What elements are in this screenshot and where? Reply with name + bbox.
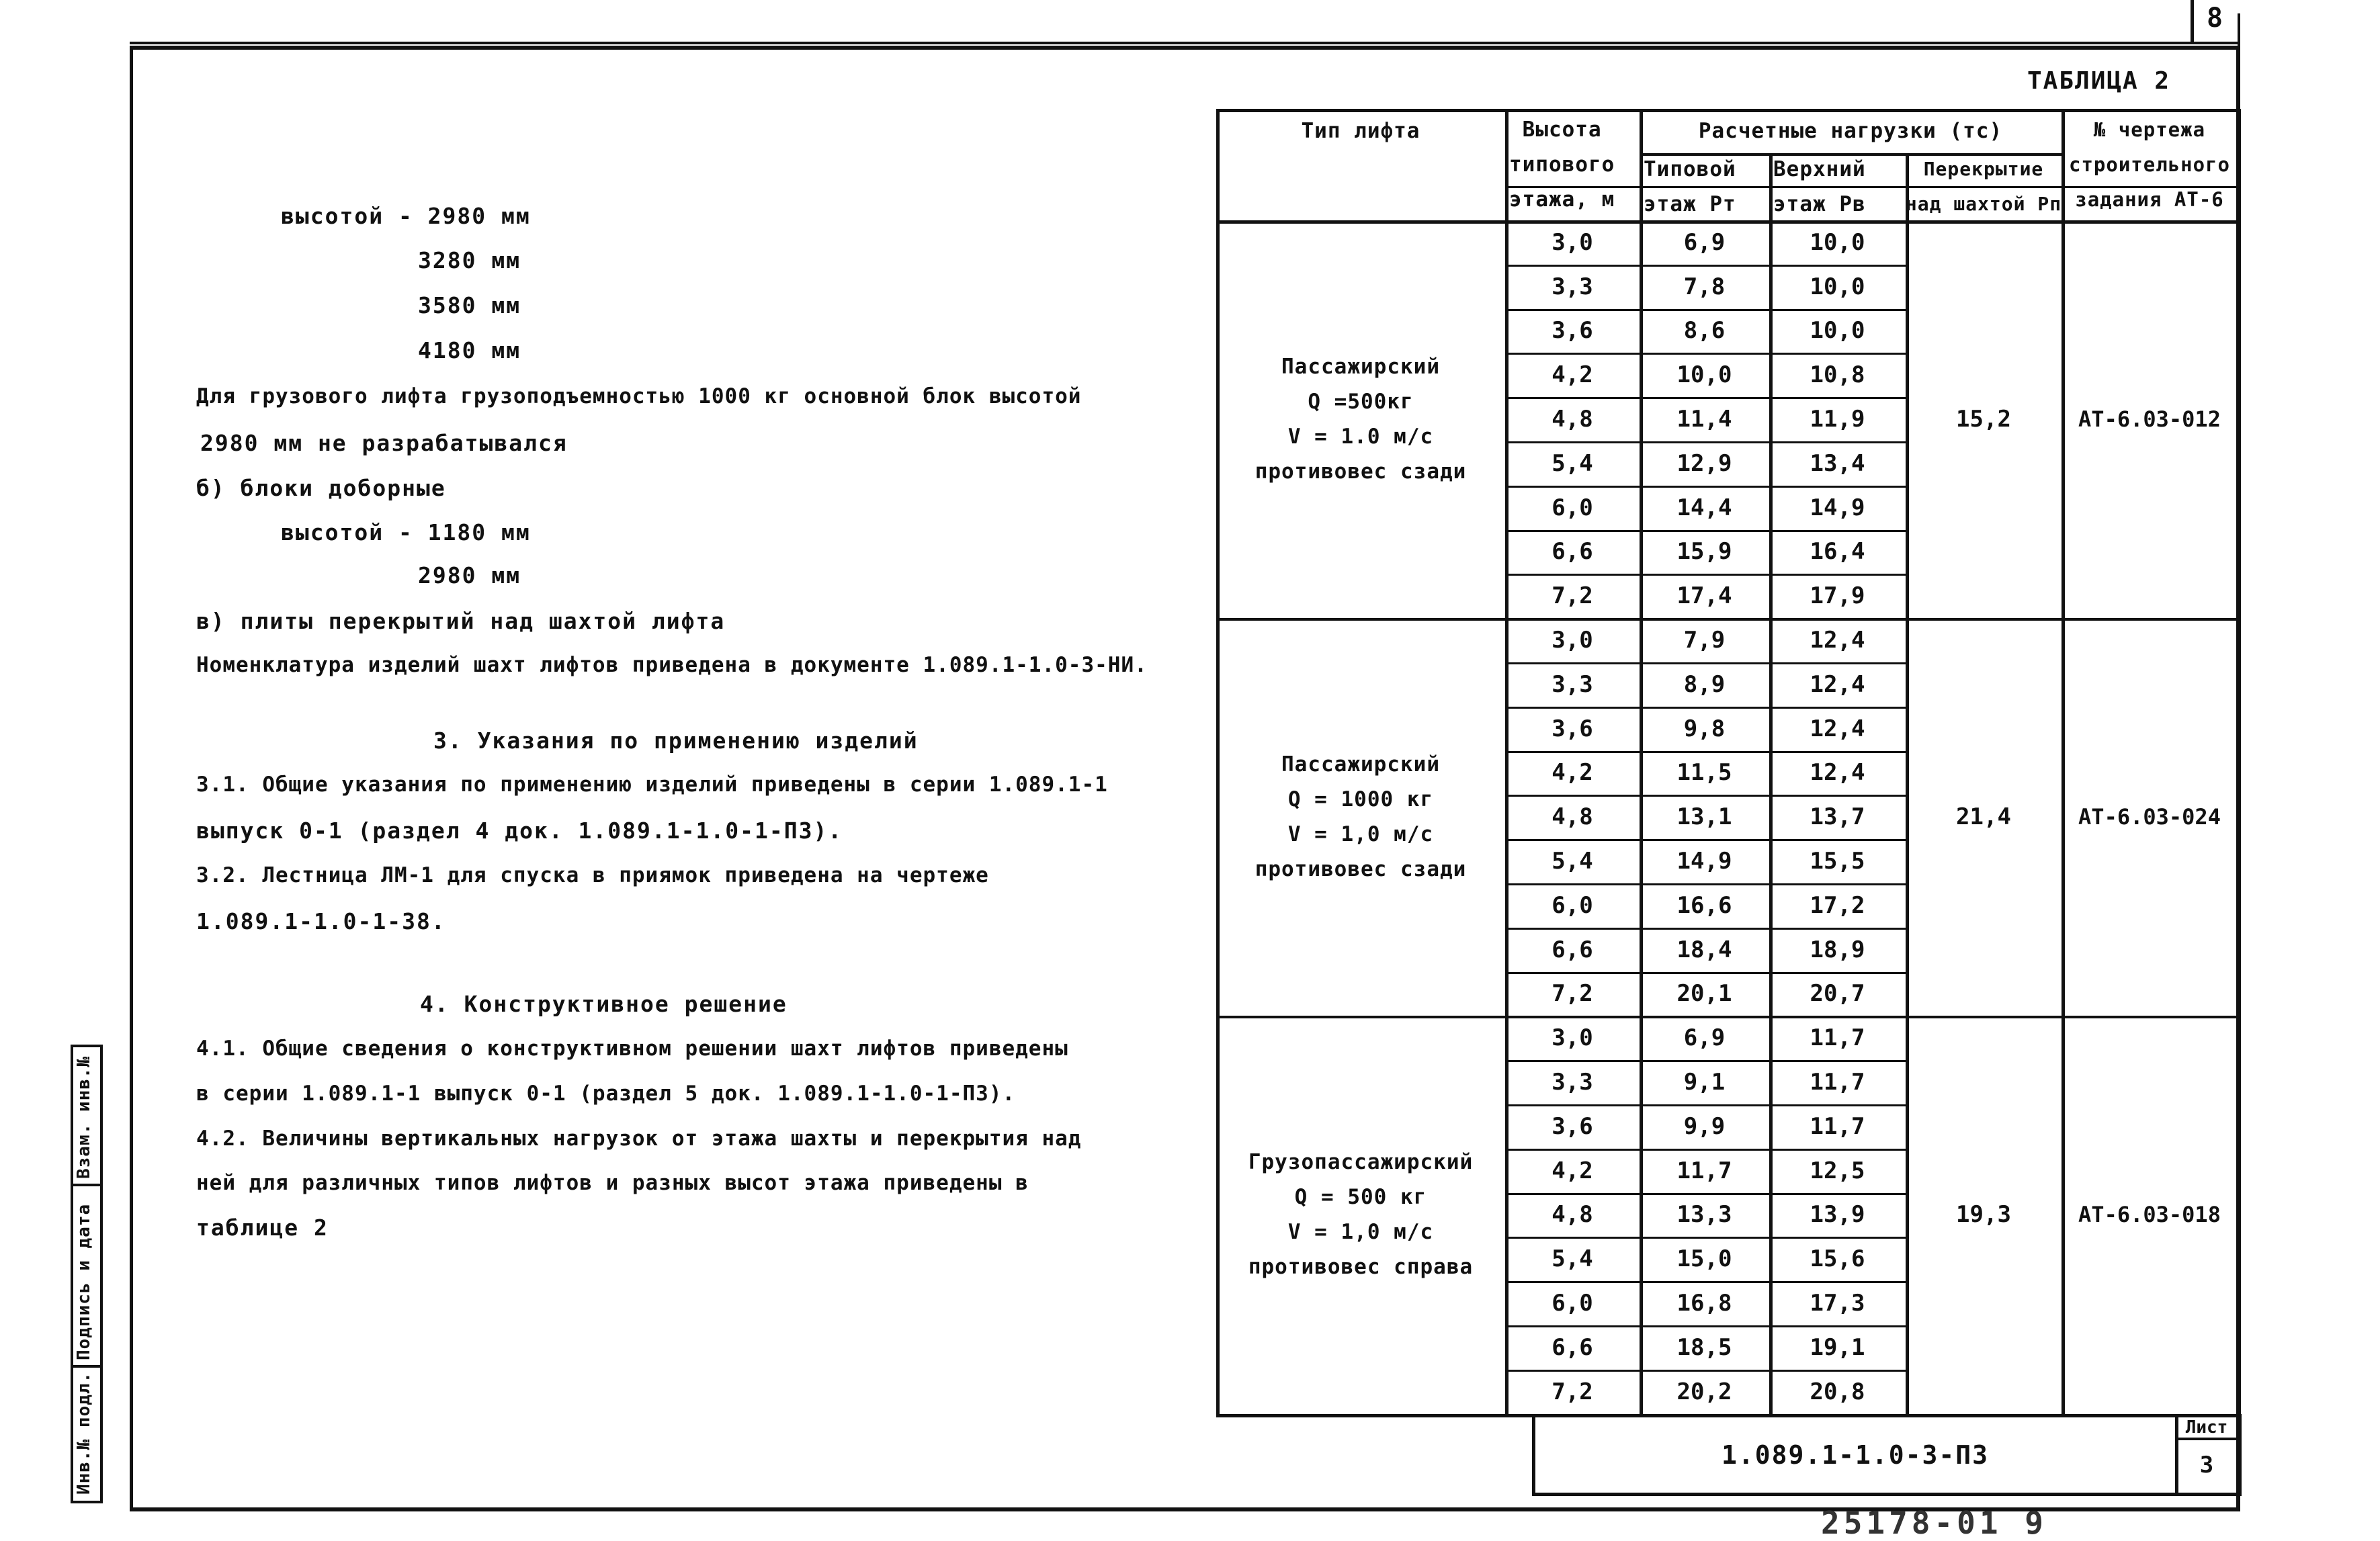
header-drawing: № чертежа строительного задания АТ-6	[2069, 118, 2230, 211]
table-cell: 14,4	[1676, 494, 1732, 521]
table-cell: 7,9	[1683, 627, 1726, 654]
table-cell: 7,8	[1683, 273, 1726, 300]
table-cell: 15,6	[1810, 1245, 1865, 1273]
nomenclature: Номенклатура изделий шахт лифтов приведена в документе 1.089.1-1.0-3-НИ.	[196, 653, 1148, 677]
table-title: ТАБЛИЦА 2	[2027, 67, 2171, 95]
table-cell: 8,9	[1683, 670, 1726, 698]
table-cell: 15,9	[1676, 538, 1732, 566]
table-cell: 7,2	[1552, 582, 1593, 610]
height-line-1: высотой - 2980 мм	[281, 203, 531, 229]
table-cell: 3,0	[1552, 228, 1593, 256]
group-drawing-3: АТ-6.03-018	[2078, 1202, 2221, 1228]
header-overlap: Перекрытие над шахтой Рп	[1905, 158, 2062, 215]
header-height: Высота типового этажа, м	[1509, 118, 1615, 212]
height-line-4: 4180 мм	[418, 337, 521, 363]
table-cell: 12,4	[1810, 670, 1865, 698]
table-cell: 20,1	[1676, 980, 1732, 1008]
table-cell: 17,4	[1676, 582, 1732, 610]
table-cell: 15,5	[1810, 848, 1865, 875]
stamp-code: 1.089.1-1.0-3-ПЗ	[1721, 1440, 1990, 1470]
table-cell: 4,8	[1552, 803, 1593, 831]
table-cell: 12,4	[1810, 715, 1865, 742]
table-cell: 13,9	[1810, 1201, 1865, 1229]
table-cell: 13,1	[1676, 803, 1732, 831]
s4-1-line-2: в серии 1.089.1-1 выпуск 0-1 (раздел 5 док. 1.089.1-1.0-1-ПЗ).	[196, 1082, 1016, 1106]
table-cell: 20,2	[1676, 1378, 1732, 1405]
cargo-line-1: Для грузового лифта грузоподъемностью 1000 кг основной блок высотой	[196, 384, 1082, 408]
stamp-sheet-number: 3	[2199, 1452, 2214, 1479]
top-extra-line	[130, 42, 2240, 44]
group-drawing-1: АТ-6.03-012	[2078, 406, 2221, 433]
table-cell: 11,7	[1810, 1112, 1865, 1140]
table-cell: 11,7	[1810, 1069, 1865, 1096]
table-cell: 8,6	[1683, 317, 1726, 345]
table-cell: 12,9	[1676, 449, 1732, 477]
section-4-title: 4. Конструктивное решение	[420, 991, 788, 1017]
header-loads: Расчетные нагрузки (тс)	[1698, 119, 2003, 143]
group-type-1: Пассажирский Q =500кг V = 1.0 м/с противовес сзади	[1255, 355, 1467, 484]
table-cell: 6,6	[1552, 936, 1593, 963]
corner-mark-divider	[2191, 0, 2194, 43]
table-cell: 6,0	[1552, 891, 1593, 919]
table-cell: 7,2	[1552, 980, 1593, 1008]
table-cell: 12,4	[1810, 759, 1865, 787]
s3-1-line-1: 3.1. Общие указания по применению изделий приведены в серии 1.089.1-1	[196, 773, 1108, 797]
side-label-inv: Инв.№ подл.	[74, 1371, 94, 1495]
table-cell: 12,4	[1810, 627, 1865, 654]
table-cell: 3,0	[1552, 627, 1593, 654]
bottom-number: 25178-01 9	[1821, 1505, 2047, 1541]
table-cell: 16,6	[1676, 891, 1732, 919]
group-type-2: Пассажирский Q = 1000 кг V = 1,0 м/с противовес сзади	[1255, 752, 1467, 882]
section-3-title: 3. Указания по применению изделий	[433, 728, 919, 754]
table-cell: 5,4	[1552, 449, 1593, 477]
table-cell: 4,8	[1552, 1201, 1593, 1229]
table-cell: 4,2	[1552, 759, 1593, 787]
table-cell: 4,2	[1552, 361, 1593, 389]
table-cell: 6,9	[1683, 228, 1726, 256]
table-cell: 20,7	[1810, 980, 1865, 1008]
table-cell: 11,9	[1810, 406, 1865, 433]
table-cell: 11,7	[1676, 1157, 1732, 1184]
table-cell: 7,2	[1552, 1378, 1593, 1405]
table-cell: 18,5	[1676, 1333, 1732, 1361]
height-line-2: 3280 мм	[418, 247, 521, 273]
table-cell: 6,0	[1552, 494, 1593, 521]
table-cell: 4,2	[1552, 1157, 1593, 1184]
table-cell: 3,6	[1552, 715, 1593, 742]
table-cell: 14,9	[1676, 848, 1732, 875]
table-cell: 10,0	[1810, 317, 1865, 345]
table-cell: 5,4	[1552, 1245, 1593, 1273]
s4-1-line-1: 4.1. Общие сведения о конструктивном решении шахт лифтов приведены	[196, 1037, 1068, 1061]
group-overlap-1: 15,2	[1956, 406, 2011, 433]
height-line-3: 3580 мм	[418, 292, 521, 318]
table-cell: 6,9	[1683, 1024, 1726, 1052]
table-cell: 3,3	[1552, 1069, 1593, 1096]
table-cell: 6,0	[1552, 1290, 1593, 1317]
blocks-b-height-2: 2980 мм	[418, 562, 521, 588]
header-upper: Верхний этаж Рв	[1773, 157, 1866, 216]
table-cell: 10,8	[1810, 361, 1865, 389]
table-col-line-6	[2238, 109, 2241, 1417]
table-cell: 11,4	[1676, 406, 1732, 433]
table-cell: 3,0	[1552, 1024, 1593, 1052]
side-strip-divider-2	[71, 1365, 103, 1368]
s3-2-line-1: 3.2. Лестница ЛМ-1 для спуска в приямок приведена на чертеже	[196, 863, 989, 887]
s4-2-line-3: таблице 2	[196, 1215, 329, 1241]
table-cell: 14,9	[1810, 494, 1865, 521]
s3-1-line-2: выпуск 0-1 (раздел 4 док. 1.089.1-1.0-1-ПЗ).	[196, 818, 843, 844]
table-cell: 12,5	[1810, 1157, 1865, 1184]
side-strip-divider-1	[71, 1184, 103, 1186]
side-label-replace: Взам. инв.№	[74, 1055, 94, 1179]
s4-2-line-1: 4.2. Величины вертикальных нагрузок от этажа шахты и перекрытия над	[196, 1127, 1082, 1151]
group-overlap-2: 21,4	[1956, 803, 2011, 831]
table-cell: 5,4	[1552, 848, 1593, 875]
blocks-b: б) блоки доборные	[196, 475, 446, 501]
table-cell: 10,0	[1810, 273, 1865, 300]
corner-mark: 8	[2207, 3, 2225, 34]
table-cell: 13,7	[1810, 803, 1865, 831]
table-cell: 16,8	[1676, 1290, 1732, 1317]
s4-2-line-2: ней для различных типов лифтов и разных высот этажа приведены в	[196, 1171, 1029, 1195]
table-cell: 6,6	[1552, 1333, 1593, 1361]
table-cell: 17,3	[1810, 1290, 1865, 1317]
table-cell: 10,0	[1810, 228, 1865, 256]
blocks-b-height-1: высотой - 1180 мм	[281, 519, 531, 545]
table-cell: 20,8	[1810, 1378, 1865, 1405]
table-cell: 18,4	[1676, 936, 1732, 963]
header-type: Тип лифта	[1301, 119, 1420, 143]
table-cell: 4,8	[1552, 406, 1593, 433]
table-cell: 15,0	[1676, 1245, 1732, 1273]
table-cell: 11,5	[1676, 759, 1732, 787]
s3-2-line-2: 1.089.1-1.0-1-38.	[196, 908, 446, 934]
table-cell: 6,6	[1552, 538, 1593, 566]
table-cell: 17,2	[1810, 891, 1865, 919]
table-cell: 9,1	[1683, 1069, 1726, 1096]
group-type-3: Грузопассажирский Q = 500 кг V = 1,0 м/с противовес справа	[1248, 1150, 1474, 1280]
table-cell: 11,7	[1810, 1024, 1865, 1052]
group-drawing-2: АТ-6.03-024	[2078, 804, 2221, 830]
table-cell: 3,6	[1552, 1112, 1593, 1140]
table-cell: 3,3	[1552, 670, 1593, 698]
table-cell: 3,3	[1552, 273, 1593, 300]
table-cell: 13,3	[1676, 1201, 1732, 1229]
table-cell: 13,4	[1810, 449, 1865, 477]
table-cell: 19,1	[1810, 1333, 1865, 1361]
blocks-v: в) плиты перекрытий над шахтой лифта	[196, 608, 726, 634]
cargo-line-2: 2980 мм не разрабатывался	[200, 430, 568, 456]
group-overlap-3: 19,3	[1956, 1201, 2011, 1229]
table-cell: 9,9	[1683, 1112, 1726, 1140]
table-cell: 10,0	[1676, 361, 1732, 389]
header-typical: Типовой этаж Рт	[1644, 157, 1736, 216]
table-cell: 16,4	[1810, 538, 1865, 566]
table-cell: 9,8	[1683, 715, 1726, 742]
side-label-signature: Подпись и дата	[74, 1203, 94, 1360]
table-cell: 18,9	[1810, 936, 1865, 963]
table-cell: 3,6	[1552, 317, 1593, 345]
table-cell: 17,9	[1810, 582, 1865, 610]
stamp-sheet-label: Лист	[2185, 1417, 2228, 1438]
